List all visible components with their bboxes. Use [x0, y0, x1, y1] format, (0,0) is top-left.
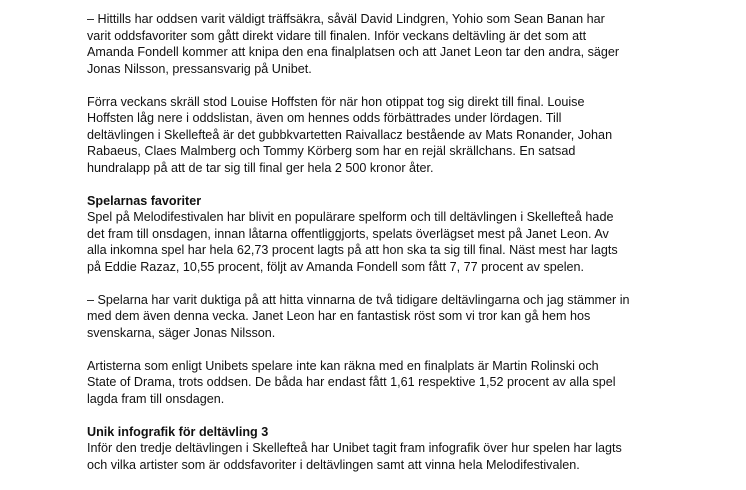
text-line: svenskarna, säger Jonas Nilsson.: [87, 325, 276, 340]
text-line: Spel på Melodifestivalen har blivit en populärare spelform och till deltävlingen i Skellefteå hade: [87, 210, 614, 224]
paragraph-non-finalists: [87, 358, 727, 408]
text-line: och vilka artister som är oddsfavoriter i deltävlingen samt att vinna hela Melodifestivalen.: [87, 457, 580, 472]
paragraph-player-favorites: [87, 193, 727, 276]
paragraph-quote-odds: [87, 11, 727, 77]
text-line: Amanda Fondell kommer att knipa den ena finalplatsen och att Janet Leon tar den andra, säger: [87, 45, 620, 59]
text-line: lagda fram till onsdagen.: [87, 391, 225, 406]
text-line: på Eddie Razaz, 10,55 procent, följt av Amanda Fondell som fått 7, 77 procent av spelen.: [87, 259, 585, 274]
paragraph-quote-players: [87, 292, 727, 342]
text-line: hundralapp på att de tar sig till final ger hela 2 500 kronor åter.: [87, 160, 434, 175]
text-line: State of Drama, trots oddsen. De båda har endast fått 1,61 respektive 1,52 procent av alla spel: [87, 375, 616, 389]
text-line: alla inkomna spel har hela 62,73 procent lagts på att hon ska ta sig till final. Näst mest har lagts: [87, 243, 618, 257]
text-line: det fram till onsdagen, innan låtarna offentliggjorts, spelats överlägset mest på Janet Leon. Av: [87, 226, 609, 241]
paragraph-upset: [87, 94, 727, 177]
text-line: Rabaeus, Claes Malmberg och Tommy Körberg som har en rejäl skrällchans. En satsad: [87, 144, 576, 158]
text-line: Inför den tredje deltävlingen i Skellefteå har Unibet tagit fram infografik över hur spelen har lagts: [87, 441, 622, 455]
text-line: Hoffsten låg nere i oddslistan, även om hennes odds förbättrades under lördagen. Till: [87, 111, 562, 125]
text-line: deltävlingen i Skellefteå är det gubbkvartetten Raivallacz bestående av Mats Ronander, Johan: [87, 127, 613, 142]
paragraph-infographic: [87, 424, 727, 474]
section-heading: Unik infografik för deltävling 3: [87, 424, 269, 439]
text-line: – Spelarna har varit duktiga på att hitta vinnarna de två tidigare deltävlingarna och jag stämmer in: [87, 292, 630, 307]
text-line: med dem även denna vecka. Janet Leon har en fantastisk röst som vi tror kan gå hem hos: [87, 309, 591, 323]
text-line: – Hittills har oddsen varit väldigt träffsäkra, såväl David Lindgren, Yohio som Sean Banan har: [87, 12, 605, 26]
section-heading: Spelarnas favoriter: [87, 193, 202, 208]
text-line: varit oddsfavoriter som gått direkt vidare till finalen. Inför veckans deltävling är det som att: [87, 28, 587, 43]
document-page: [87, 11, 727, 490]
text-line: Jonas Nilsson, pressansvarig på Unibet.: [87, 61, 312, 76]
text-line: Förra veckans skräll stod Louise Hoffsten för när hon otippat tog sig direkt till final. Louise: [87, 94, 585, 109]
text-line: Artisterna som enligt Unibets spelare inte kan räkna med en finalplats är Martin Rolinski och: [87, 358, 599, 373]
